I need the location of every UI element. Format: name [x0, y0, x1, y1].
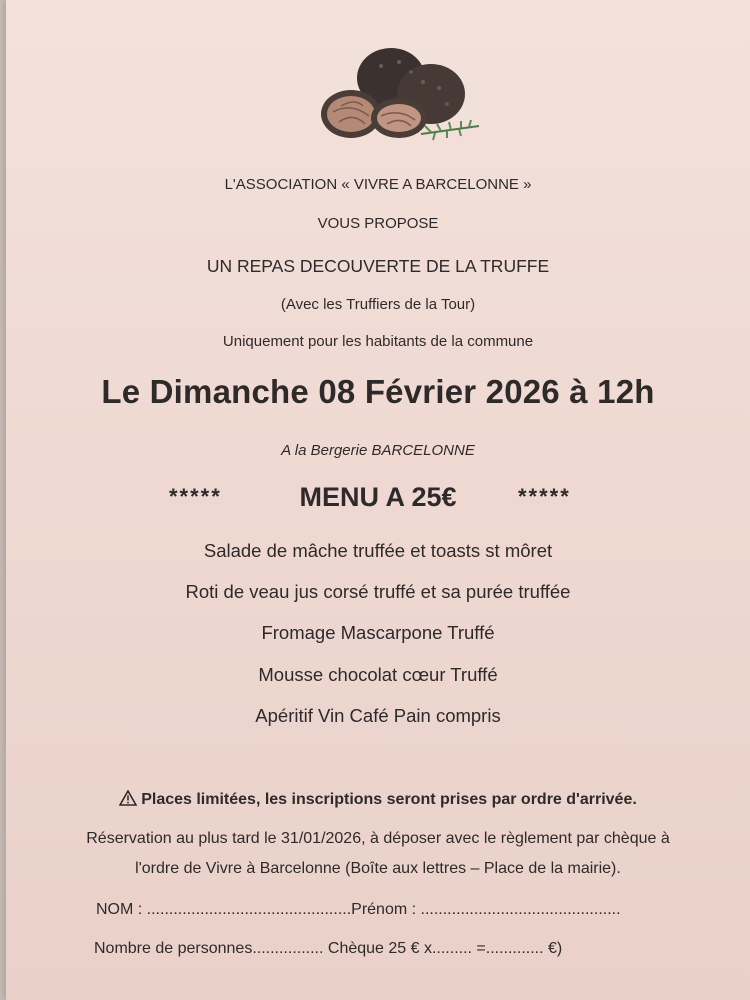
truffle-illustration [311, 36, 486, 151]
warning-text: Places limitées, les inscriptions seront prises par ordre d'arrivée. [141, 791, 637, 808]
association-name: L'ASSOCIATION « VIVRE A BARCELONNE » [224, 176, 532, 193]
warning-notice [6, 790, 750, 811]
form-persons-line: Nombre de personnes................ Chèque 25 € x......... =............. €) [94, 940, 563, 957]
menu-title: MENU A 25€ [299, 482, 457, 512]
proposes-text: VOUS PROPOSE [317, 215, 439, 232]
reservation-line-2: l'ordre de Vivre à Barcelonne (Boîte aux lettres – Place de la mairie). [135, 860, 621, 877]
menu-header [6, 482, 750, 518]
reservation-line-1: Réservation au plus tard le 31/01/2026, à déposer avec le règlement par chèque à [86, 830, 670, 847]
menu-item: Fromage Mascarpone Truffé [261, 622, 495, 643]
flyer-sheet [6, 0, 750, 1000]
event-location: A la Bergerie BARCELONNE [281, 442, 475, 459]
menu-item: Mousse chocolat cœur Truffé [258, 664, 498, 685]
event-date: Le Dimanche 08 Février 2026 à 12h [101, 373, 655, 410]
form-name-line: NOM : ..............................................Prénom : ............................................. [96, 901, 621, 918]
eligibility-text: Uniquement pour les habitants de la commune [222, 333, 534, 350]
partners-text: (Avec les Truffiers de la Tour) [280, 296, 476, 313]
stars-right: ***** [518, 484, 571, 509]
event-title: UN REPAS DECOUVERTE DE LA TRUFFE [206, 256, 550, 276]
menu-item: Roti de veau jus corsé truffé et sa purée truffée [185, 581, 571, 602]
stars-left: ***** [169, 484, 222, 509]
warning-triangle-icon [119, 790, 137, 811]
menu-item: Apéritif Vin Café Pain compris [255, 705, 501, 726]
menu-item: Salade de mâche truffée et toasts st môret [203, 540, 553, 561]
